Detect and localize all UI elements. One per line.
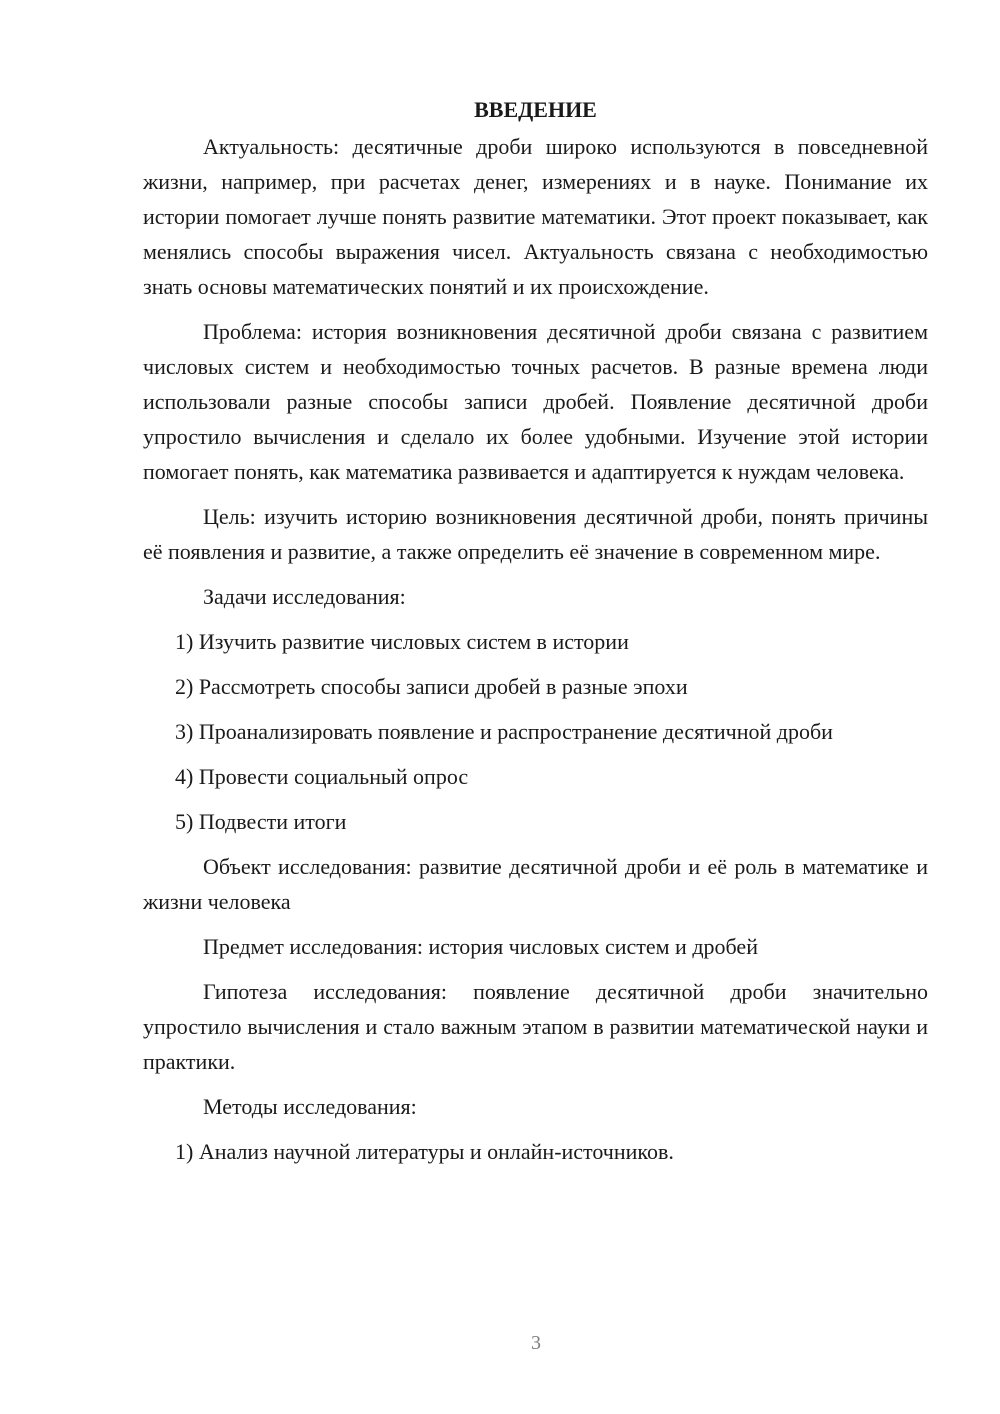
tasks-label: Задачи исследования: <box>203 584 406 609</box>
section-heading: ВВЕДЕНИЕ <box>474 97 597 122</box>
methods-label: Методы исследования: <box>203 1094 417 1119</box>
relevance-paragraph: Актуальность: десятичные дроби широко используются в повседневной жизни, например, при расчетах денег, измерениях и в науке. Понимание их истории помогает лучше понять развитие математики. Этот проект показывает, как менялись способы выражения чисел. Актуальность связана с необходимостью знать основы математических понятий и их происхождение. <box>143 134 928 299</box>
page-number: 3 <box>531 1332 541 1354</box>
list-item: 1) Анализ научной литературы и онлайн-источников. <box>175 1139 674 1164</box>
document-page <box>143 92 928 1179</box>
subject-paragraph: Предмет исследования: история числовых систем и дробей <box>203 934 758 959</box>
object-paragraph: Объект исследования: развитие десятичной дроби и её роль в математике и жизни человека <box>143 854 928 914</box>
list-item: 4) Провести социальный опрос <box>175 764 469 789</box>
tasks-list <box>143 624 928 839</box>
hypothesis-paragraph: Гипотеза исследования: появление десятичной дроби значительно упростило вычисления и стало важным этапом в развитии математической науки и практики. <box>143 979 928 1074</box>
problem-paragraph: Проблема: история возникновения десятичной дроби связана с развитием числовых систем и необходимостью точных расчетов. В разные времена люди использовали разные способы записи дробей. Появление десятичной дроби упростило вычисления и сделало их более удобными. Изучение этой истории помогает понять, как математика развивается и адаптируется к нуждам человека. <box>143 319 928 484</box>
methods-list <box>143 1134 928 1169</box>
list-item: 3) Проанализировать появление и распространение десятичной дроби <box>175 719 833 744</box>
goal-paragraph: Цель: изучить историю возникновения десятичной дроби, понять причины её появления и развитие, а также определить её значение в современном мире. <box>143 504 928 564</box>
list-item: 5) Подвести итоги <box>175 809 347 834</box>
list-item: 2) Рассмотреть способы записи дробей в разные эпохи <box>175 674 688 699</box>
list-item: 1) Изучить развитие числовых систем в истории <box>175 629 629 654</box>
